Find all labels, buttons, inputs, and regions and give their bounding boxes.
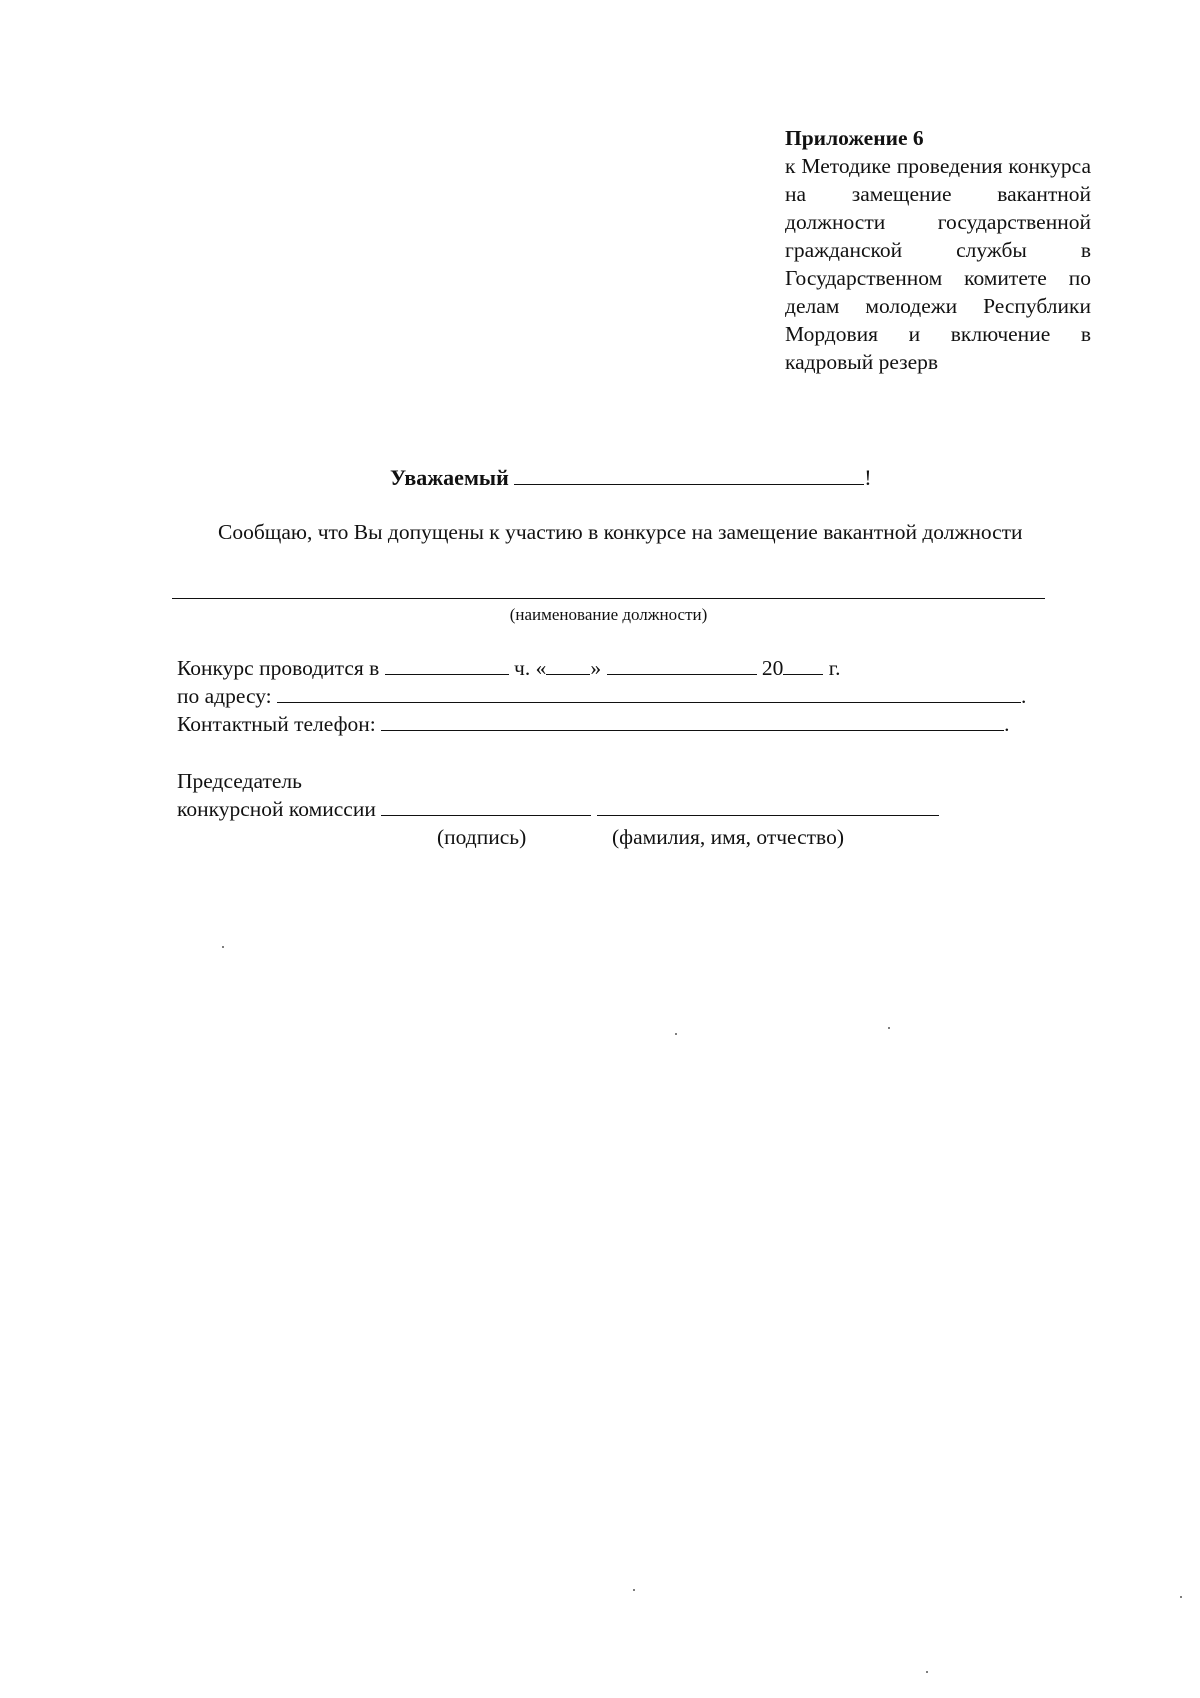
phone-field[interactable] (381, 710, 1004, 731)
chairman-title: Председатель (177, 769, 302, 793)
greeting-line (390, 462, 872, 493)
scan-speck (675, 1033, 677, 1035)
addressee-name-field[interactable] (514, 462, 864, 485)
appendix-title: Приложение 6 (785, 126, 924, 150)
signature-field[interactable] (381, 795, 591, 816)
scan-speck (926, 1671, 928, 1673)
chairman-signature-row (177, 795, 939, 823)
notice-paragraph: Сообщаю, что Вы допущены к участию в конкурсе на замещение вакантной должности (218, 520, 1023, 544)
hours-label: ч. « (514, 656, 547, 680)
scan-speck (888, 1027, 890, 1029)
commission-label: конкурсной комиссии (177, 797, 376, 821)
signature-caption: (подпись) (437, 825, 527, 849)
greeting-label: Уважаемый (390, 465, 509, 490)
address-period: . (1021, 684, 1027, 708)
appendix-text: к Методике проведения конкурса на замещение вакантной должности государственной гражданской службы в Государственном комитете по делам молодежи Республики Мордовия и включение в кадровый резерв (785, 154, 1091, 374)
contest-time-row (177, 654, 841, 682)
address-field[interactable] (277, 682, 1021, 703)
phone-label: Контактный телефон: (177, 712, 376, 736)
year-suffix: г. (828, 656, 841, 680)
contest-year-field[interactable] (783, 654, 823, 675)
name-caption: (фамилия, имя, отчество) (612, 825, 844, 849)
scan-speck (222, 946, 224, 948)
scan-speck (633, 1589, 635, 1591)
address-label: по адресу: (177, 684, 272, 708)
year-prefix: 20 (761, 656, 784, 680)
contact-phone-row (177, 710, 1010, 738)
scan-speck (1180, 1596, 1182, 1598)
position-name-field[interactable] (172, 598, 1045, 599)
greeting-exclamation: ! (864, 465, 872, 490)
position-caption: (наименование должности) (509, 605, 708, 624)
contest-hour-field[interactable] (385, 654, 509, 675)
contest-address-row (177, 682, 1026, 710)
contest-month-field[interactable] (607, 654, 757, 675)
appendix-header (785, 124, 1091, 376)
chairman-name-field[interactable] (597, 795, 939, 816)
quote-close: » (590, 656, 602, 680)
contest-held-label: Конкурс проводится в (177, 656, 380, 680)
phone-period: . (1004, 712, 1010, 736)
contest-day-field[interactable] (546, 654, 590, 675)
